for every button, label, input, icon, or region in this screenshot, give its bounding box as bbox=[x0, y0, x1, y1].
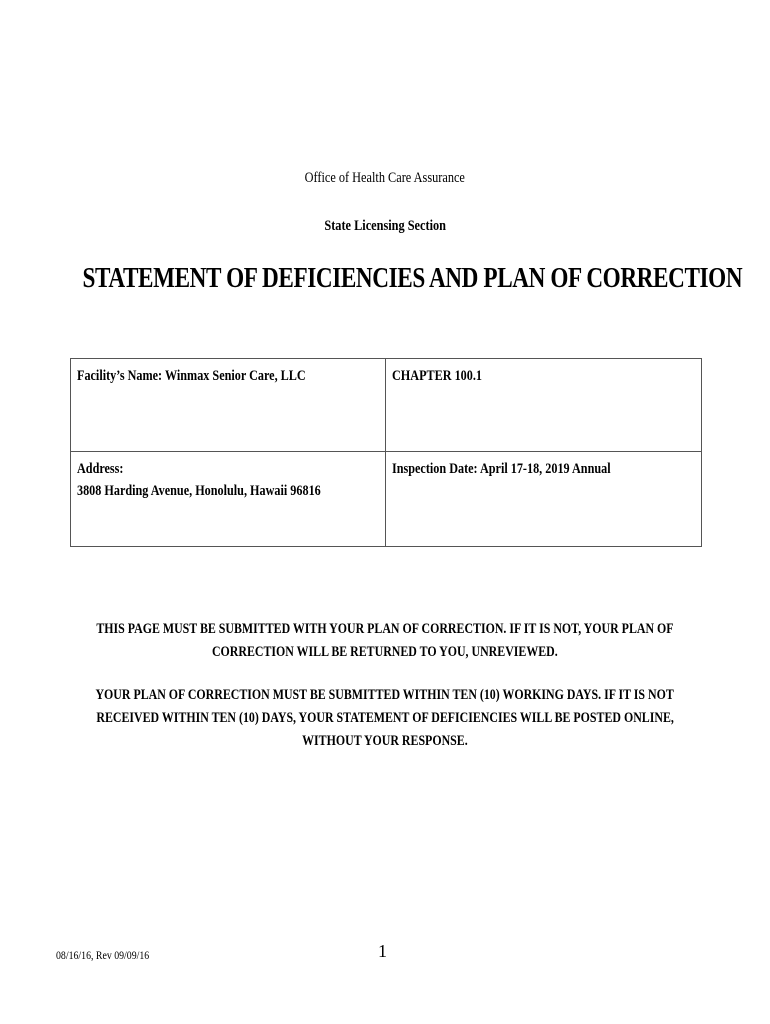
page-title-text: STATEMENT OF DEFICIENCIES AND PLAN OF CORRECTION bbox=[82, 262, 743, 294]
notice1-line2: CORRECTION WILL BE RETURNED TO YOU, UNREVIEWED. bbox=[212, 644, 558, 660]
table-row bbox=[71, 452, 702, 547]
notice2-line2: RECEIVED WITHIN TEN (10) DAYS, YOUR STATEMENT OF DEFICIENCIES WILL BE POSTED ONLINE, bbox=[96, 710, 674, 726]
page-number: 1 bbox=[378, 941, 387, 961]
address-label: Address: bbox=[77, 461, 124, 477]
address-value: 3808 Harding Avenue, Honolulu, Hawaii 96816 bbox=[77, 483, 321, 499]
page-title bbox=[0, 262, 770, 295]
notice1-line1: THIS PAGE MUST BE SUBMITTED WITH YOUR PLAN OF CORRECTION. IF IT IS NOT, YOUR PLAN OF bbox=[96, 621, 674, 637]
address-cell bbox=[71, 452, 386, 547]
table-row bbox=[71, 359, 702, 452]
section-name bbox=[0, 218, 770, 235]
office-name-text: Office of Health Care Assurance bbox=[304, 170, 466, 186]
chapter-cell bbox=[386, 359, 702, 452]
section-name-text: State Licensing Section bbox=[324, 218, 446, 234]
office-name bbox=[0, 170, 770, 187]
deadline-notice bbox=[0, 684, 770, 753]
revision-text: 08/16/16, Rev 09/09/16 bbox=[56, 948, 150, 962]
notice2-line3: WITHOUT YOUR RESPONSE. bbox=[302, 733, 468, 749]
facility-info-table bbox=[70, 358, 702, 547]
revision-footer bbox=[56, 948, 170, 963]
inspection-date-cell bbox=[386, 452, 702, 547]
notice2-line1: YOUR PLAN OF CORRECTION MUST BE SUBMITTED WITHIN TEN (10) WORKING DAYS. IF IT IS NOT bbox=[95, 687, 675, 703]
chapter: CHAPTER 100.1 bbox=[392, 368, 483, 384]
inspection-date: Inspection Date: April 17-18, 2019 Annual bbox=[392, 461, 611, 477]
facility-name: Facility’s Name: Winmax Senior Care, LLC bbox=[77, 368, 306, 384]
facility-name-cell bbox=[71, 359, 386, 452]
submission-notice bbox=[0, 618, 770, 664]
